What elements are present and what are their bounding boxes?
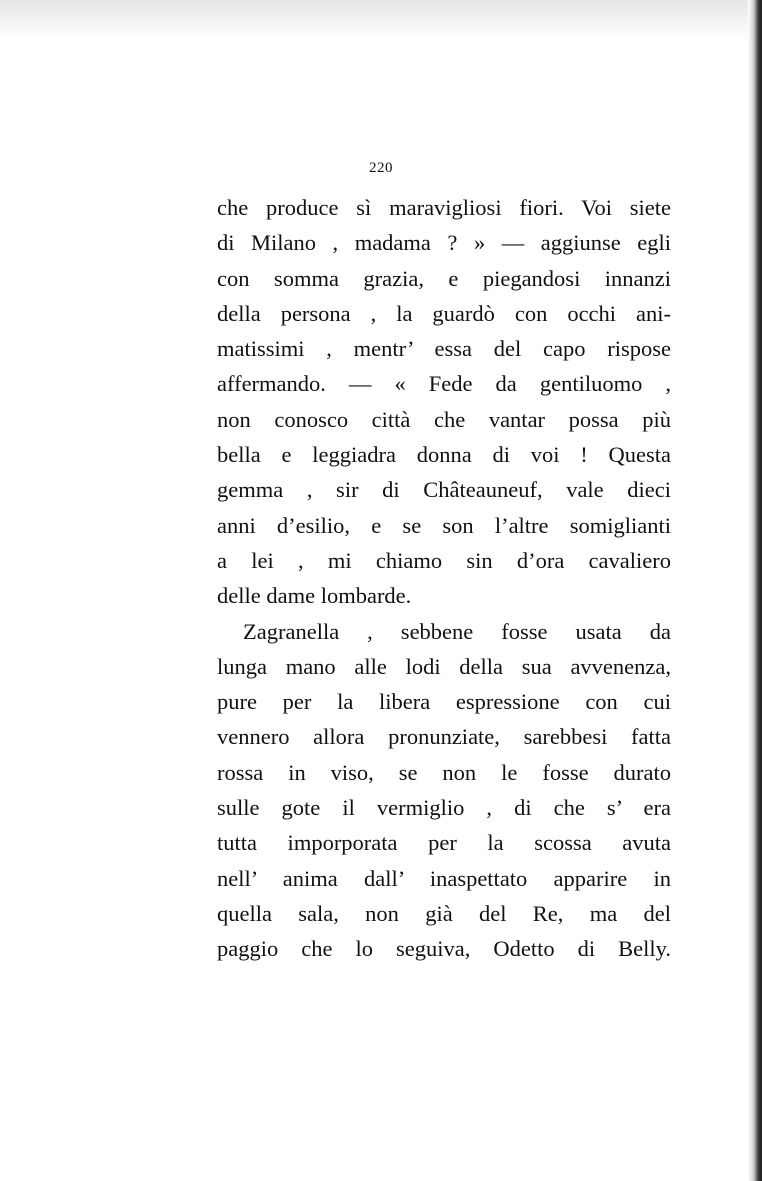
paragraph-1 [217,190,671,614]
text-line: vennero allora pronunziate, sarebbesi fatta [217,724,671,750]
text-line: paggio che lo seguiva, Odetto di Belly. [217,936,671,962]
text-line: delle dame lombarde. [217,583,412,609]
paragraph-2 [217,614,671,967]
text-line: della persona , la guardò con occhi ani- [217,300,671,326]
text-line: pure per la libera espressione con cui [217,689,671,715]
text-line: con somma grazia, e piegandosi innanzi [217,265,671,291]
page-top-shadow [0,0,762,40]
text-line: quella sala, non già del Re, ma del [217,900,671,926]
text-line: anni d’esilio, e se son l’altre somiglianti [217,512,671,538]
text-line: lunga mano alle lodi della sua avvenenza, [217,653,671,679]
text-line: Zagranella , sebbene fosse usata da [243,618,671,644]
text-line: bella e leggiadra donna di voi ! Questa [217,442,671,468]
text-line: tutta imporporata per la scossa avuta [217,830,671,856]
text-line: di Milano , madama ? » — aggiunse egli [217,230,671,256]
text-line: matissimi , mentr’ essa del capo rispose [217,336,671,362]
text-line: affermando. — « Fede da gentiluomo , [217,371,671,397]
text-line: nell’ anima dall’ inaspettato apparire in [217,865,671,891]
page-number: 220 [369,160,393,176]
text-line: non conosco città che vantar possa più [217,406,671,432]
body-text [217,190,671,967]
text-line: rossa in viso, se non le fosse durato [217,759,671,785]
text-line: gemma , sir di Châteauneuf, vale dieci [217,477,671,503]
text-line: sulle gote il vermiglio , di che s’ era [217,795,671,821]
text-line: che produce sì maravigliosi fiori. Voi siete [217,195,671,220]
page-binding-edge [748,0,762,1181]
text-line: a lei , mi chiamo sin d’ora cavaliero [217,547,671,573]
